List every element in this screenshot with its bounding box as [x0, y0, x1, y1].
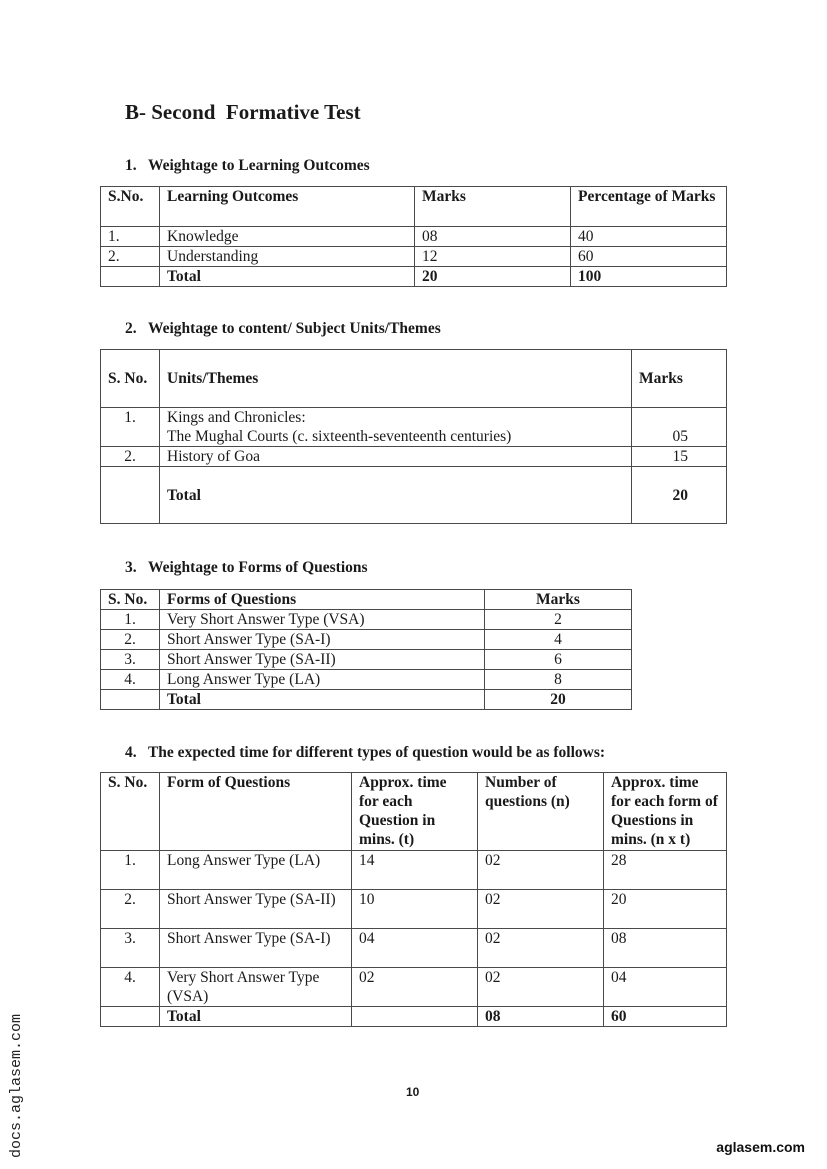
header-form: Form of Questions	[160, 773, 352, 851]
unit-line-1: Kings and Chronicles:	[167, 409, 306, 426]
cell-marks: 08	[415, 227, 571, 247]
table-row	[101, 630, 632, 650]
expected-time-table	[100, 772, 727, 1027]
cell-total-label: Total	[160, 690, 485, 710]
cell-percentage: 60	[571, 247, 727, 267]
cell-percentage: 40	[571, 227, 727, 247]
header-learning-outcomes: Learning Outcomes	[160, 187, 415, 227]
cell-total-label: Total	[160, 467, 632, 524]
header-percentage: Percentage of Marks	[571, 187, 727, 227]
cell-sno: 1.	[101, 851, 160, 890]
table-total-row	[101, 690, 632, 710]
units-themes-table	[100, 349, 727, 524]
cell-total-time: 04	[604, 968, 727, 1007]
header-sno: S. No.	[101, 350, 160, 408]
cell-total-marks: 20	[415, 267, 571, 287]
header-marks: Marks	[485, 590, 632, 610]
table-row	[101, 247, 727, 267]
header-sno: S. No.	[101, 773, 160, 851]
learning-outcomes-table	[100, 186, 727, 287]
cell-form: Short Answer Type (SA-I)	[160, 630, 485, 650]
cell-sno: 1.	[101, 408, 160, 447]
header-units-themes: Units/Themes	[160, 350, 632, 408]
cell-form: Short Answer Type (SA-II)	[160, 890, 352, 929]
cell-sno: 2.	[101, 447, 160, 467]
cell-sno: 1.	[101, 227, 160, 247]
table-row	[101, 408, 727, 447]
cell-sno: 2.	[101, 890, 160, 929]
footer-brand: aglasem.com	[716, 1139, 805, 1155]
header-marks: Marks	[632, 350, 727, 408]
cell-form: Very Short Answer Type (VSA)	[160, 968, 352, 1007]
table-total-row	[101, 1007, 727, 1027]
table-total-row	[101, 467, 727, 524]
side-watermark: docs.aglasem.com	[8, 1013, 25, 1158]
cell-form: Short Answer Type (SA-II)	[160, 650, 485, 670]
cell-sno: 3.	[101, 929, 160, 968]
page-title: B- Second Formative Test	[125, 100, 361, 124]
cell-outcome: Understanding	[160, 247, 415, 267]
cell-total-time: 28	[604, 851, 727, 890]
cell-time-each: 10	[352, 890, 478, 929]
cell-total-time-each	[352, 1007, 478, 1027]
header-count: Number of questions (n)	[478, 773, 604, 851]
cell-marks: 8	[485, 670, 632, 690]
cell-empty	[101, 1007, 160, 1027]
page-number: 10	[406, 1085, 420, 1099]
table-header-row	[101, 590, 632, 610]
cell-total-count: 08	[478, 1007, 604, 1027]
section-1-heading: 1. Weightage to Learning Outcomes	[125, 157, 370, 174]
table-row	[101, 610, 632, 630]
header-time-each: Approx. time for each Question in mins. (t)	[352, 773, 478, 851]
cell-count: 02	[478, 851, 604, 890]
cell-marks: 4	[485, 630, 632, 650]
table-row	[101, 670, 632, 690]
cell-empty	[101, 690, 160, 710]
cell-total-time: 20	[604, 890, 727, 929]
section-4-heading: 4. The expected time for different types of question would be as follows:	[125, 744, 606, 761]
cell-sno: 4.	[101, 670, 160, 690]
table-row	[101, 929, 727, 968]
cell-unit	[160, 408, 632, 447]
header-marks: Marks	[415, 187, 571, 227]
forms-of-questions-table	[100, 589, 632, 710]
cell-count: 02	[478, 968, 604, 1007]
header-total-time: Approx. time for each form of Questions in mins. (n x t)	[604, 773, 727, 851]
cell-count: 02	[478, 929, 604, 968]
header-sno: S.No.	[101, 187, 160, 227]
cell-form: Short Answer Type (SA-I)	[160, 929, 352, 968]
section-3-heading: 3. Weightage to Forms of Questions	[125, 559, 368, 576]
cell-form: Very Short Answer Type (VSA)	[160, 610, 485, 630]
cell-total-label: Total	[160, 1007, 352, 1027]
cell-outcome: Knowledge	[160, 227, 415, 247]
cell-total-total-time: 60	[604, 1007, 727, 1027]
cell-sno: 2.	[101, 630, 160, 650]
table-row	[101, 968, 727, 1007]
header-sno: S. No.	[101, 590, 160, 610]
cell-form: Long Answer Type (LA)	[160, 851, 352, 890]
cell-total-marks: 20	[632, 467, 727, 524]
cell-total-marks: 20	[485, 690, 632, 710]
cell-sno: 3.	[101, 650, 160, 670]
table-header-row	[101, 773, 727, 851]
header-forms: Forms of Questions	[160, 590, 485, 610]
section-2-heading: 2. Weightage to content/ Subject Units/Themes	[125, 320, 441, 337]
cell-form: Long Answer Type (LA)	[160, 670, 485, 690]
table-header-row	[101, 187, 727, 227]
cell-sno: 2.	[101, 247, 160, 267]
cell-marks: 2	[485, 610, 632, 630]
cell-total-label: Total	[160, 267, 415, 287]
table-row	[101, 227, 727, 247]
cell-total-time: 08	[604, 929, 727, 968]
cell-sno: 4.	[101, 968, 160, 1007]
cell-marks: 6	[485, 650, 632, 670]
table-total-row	[101, 267, 727, 287]
table-row	[101, 650, 632, 670]
cell-time-each: 14	[352, 851, 478, 890]
cell-total-percentage: 100	[571, 267, 727, 287]
table-row	[101, 447, 727, 467]
cell-empty	[101, 267, 160, 287]
unit-line-2: The Mughal Courts (c. sixteenth-seventeenth centuries)	[167, 428, 512, 445]
cell-marks: 15	[632, 447, 727, 467]
cell-unit: History of Goa	[160, 447, 632, 467]
table-header-row	[101, 350, 727, 408]
cell-marks: 12	[415, 247, 571, 267]
cell-count: 02	[478, 890, 604, 929]
cell-marks: 05	[632, 408, 727, 447]
cell-sno: 1.	[101, 610, 160, 630]
table-row	[101, 890, 727, 929]
cell-empty	[101, 467, 160, 524]
cell-time-each: 04	[352, 929, 478, 968]
cell-time-each: 02	[352, 968, 478, 1007]
table-row	[101, 851, 727, 890]
